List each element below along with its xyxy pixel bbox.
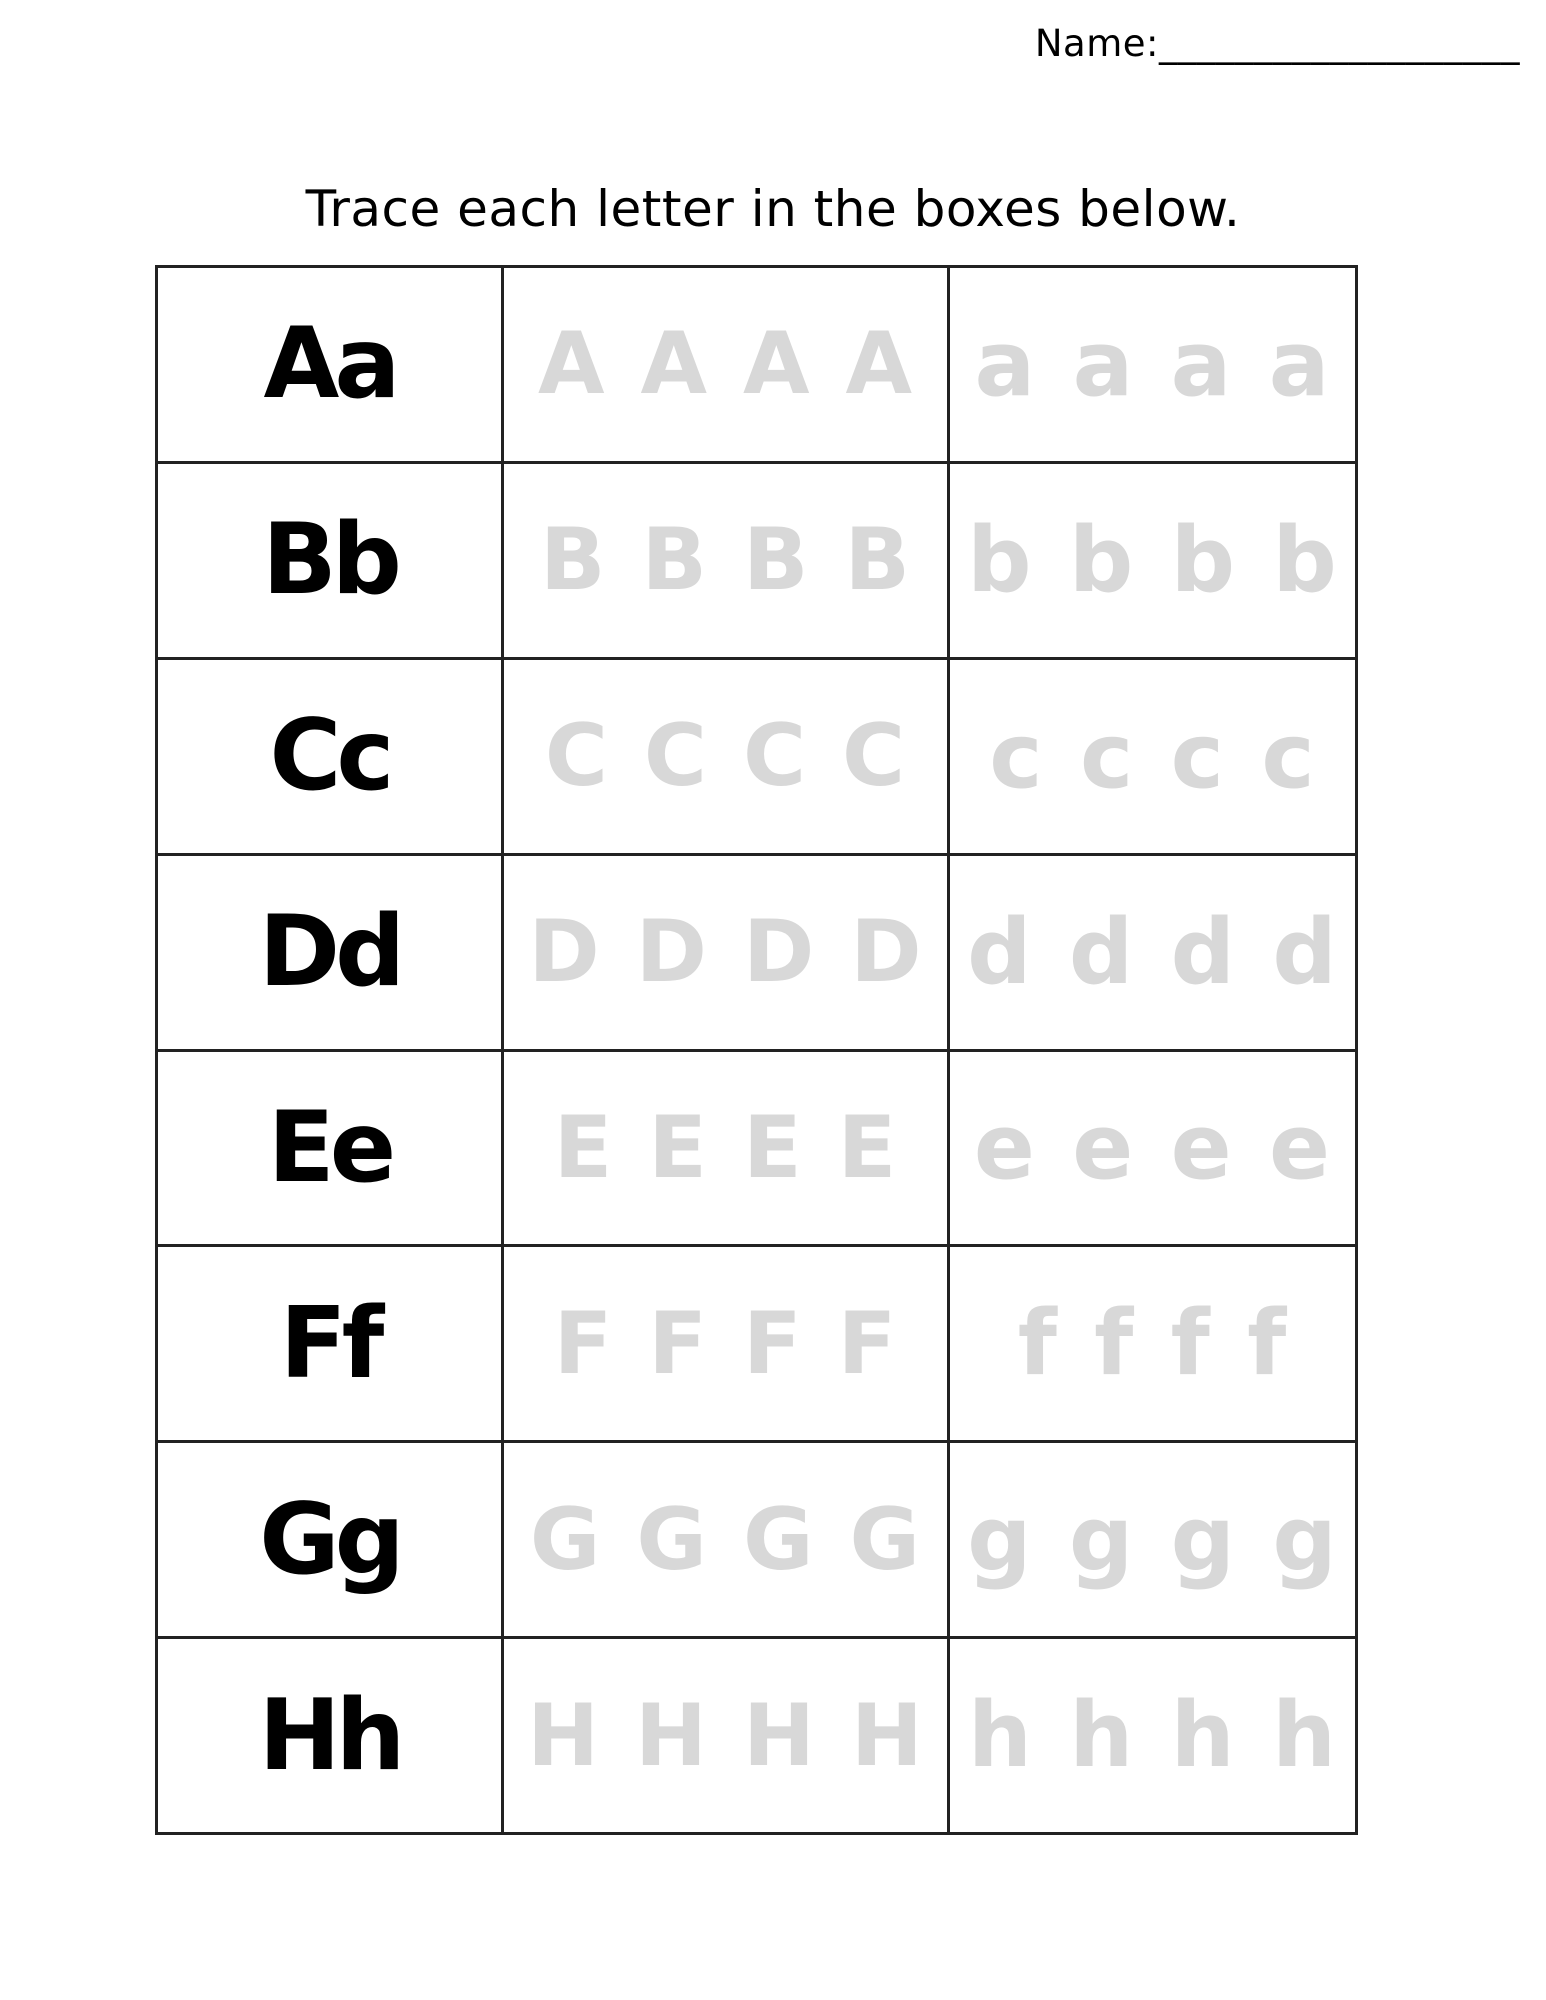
uppercase-trace-cell[interactable] bbox=[503, 267, 949, 463]
lowercase-trace-cell[interactable] bbox=[949, 1246, 1357, 1442]
lowercase-trace-cell[interactable] bbox=[949, 267, 1357, 463]
lowercase-trace-cell[interactable] bbox=[949, 1442, 1357, 1638]
name-field-label[interactable]: Name:___________________ bbox=[1034, 22, 1520, 65]
uppercase-trace-cell[interactable] bbox=[503, 1050, 949, 1246]
lowercase-trace-letters: c c c c bbox=[989, 703, 1316, 809]
table-row bbox=[157, 267, 1357, 463]
uppercase-trace-letters: A A A A bbox=[537, 314, 914, 415]
lowercase-trace-cell[interactable] bbox=[949, 1050, 1357, 1246]
uppercase-trace-cell[interactable] bbox=[503, 462, 949, 658]
letter-tracing-table bbox=[155, 265, 1358, 1835]
lowercase-trace-letters: e e e e bbox=[973, 1095, 1332, 1201]
table-row bbox=[157, 1442, 1357, 1638]
instruction-text: Trace each letter in the boxes below. bbox=[305, 180, 1241, 238]
lowercase-trace-letters: g g g g bbox=[967, 1487, 1338, 1593]
table-row bbox=[157, 1050, 1357, 1246]
letter-label: Gg bbox=[259, 1482, 400, 1597]
letter-label: Aa bbox=[263, 307, 396, 422]
uppercase-trace-cell[interactable] bbox=[503, 1442, 949, 1638]
uppercase-trace-cell[interactable] bbox=[503, 1246, 949, 1442]
letter-label: Cc bbox=[269, 699, 390, 814]
table-row bbox=[157, 1246, 1357, 1442]
lowercase-trace-cell[interactable] bbox=[949, 854, 1357, 1050]
letter-label-cell bbox=[157, 658, 503, 854]
lowercase-trace-letters: b b b b bbox=[967, 507, 1338, 613]
lowercase-trace-letters: d d d d bbox=[967, 899, 1338, 1005]
table-row bbox=[157, 462, 1357, 658]
letter-label-cell bbox=[157, 462, 503, 658]
uppercase-trace-letters: C C C C bbox=[544, 706, 907, 807]
lowercase-trace-letters: a a a a bbox=[974, 311, 1331, 417]
letter-label-cell bbox=[157, 267, 503, 463]
letter-label-cell bbox=[157, 1638, 503, 1834]
lowercase-trace-letters: h h h h bbox=[967, 1683, 1338, 1789]
table-row bbox=[157, 1638, 1357, 1834]
letter-label: Hh bbox=[258, 1678, 401, 1793]
letter-label-cell bbox=[157, 854, 503, 1050]
letter-label: Ff bbox=[279, 1286, 380, 1401]
lowercase-trace-cell[interactable] bbox=[949, 658, 1357, 854]
letter-label: Bb bbox=[262, 503, 397, 618]
uppercase-trace-letters: F F F F bbox=[553, 1293, 898, 1394]
uppercase-trace-cell[interactable] bbox=[503, 658, 949, 854]
letter-label-cell bbox=[157, 1442, 503, 1638]
letter-label: Ee bbox=[267, 1090, 392, 1205]
letter-label-cell bbox=[157, 1246, 503, 1442]
uppercase-trace-letters: D D D D bbox=[528, 902, 923, 1003]
uppercase-trace-cell[interactable] bbox=[503, 1638, 949, 1834]
lowercase-trace-letters: f f f f bbox=[1017, 1291, 1288, 1397]
table-row bbox=[157, 658, 1357, 854]
lowercase-trace-cell[interactable] bbox=[949, 462, 1357, 658]
uppercase-trace-letters: G G G G bbox=[529, 1489, 922, 1590]
uppercase-trace-letters: H H H H bbox=[527, 1685, 924, 1786]
uppercase-trace-cell[interactable] bbox=[503, 854, 949, 1050]
lowercase-trace-cell[interactable] bbox=[949, 1638, 1357, 1834]
uppercase-trace-letters: E E E E bbox=[553, 1097, 898, 1198]
letter-label: Dd bbox=[258, 895, 401, 1010]
letter-label-cell bbox=[157, 1050, 503, 1246]
table-row bbox=[157, 854, 1357, 1050]
uppercase-trace-letters: B B B B bbox=[539, 510, 912, 611]
